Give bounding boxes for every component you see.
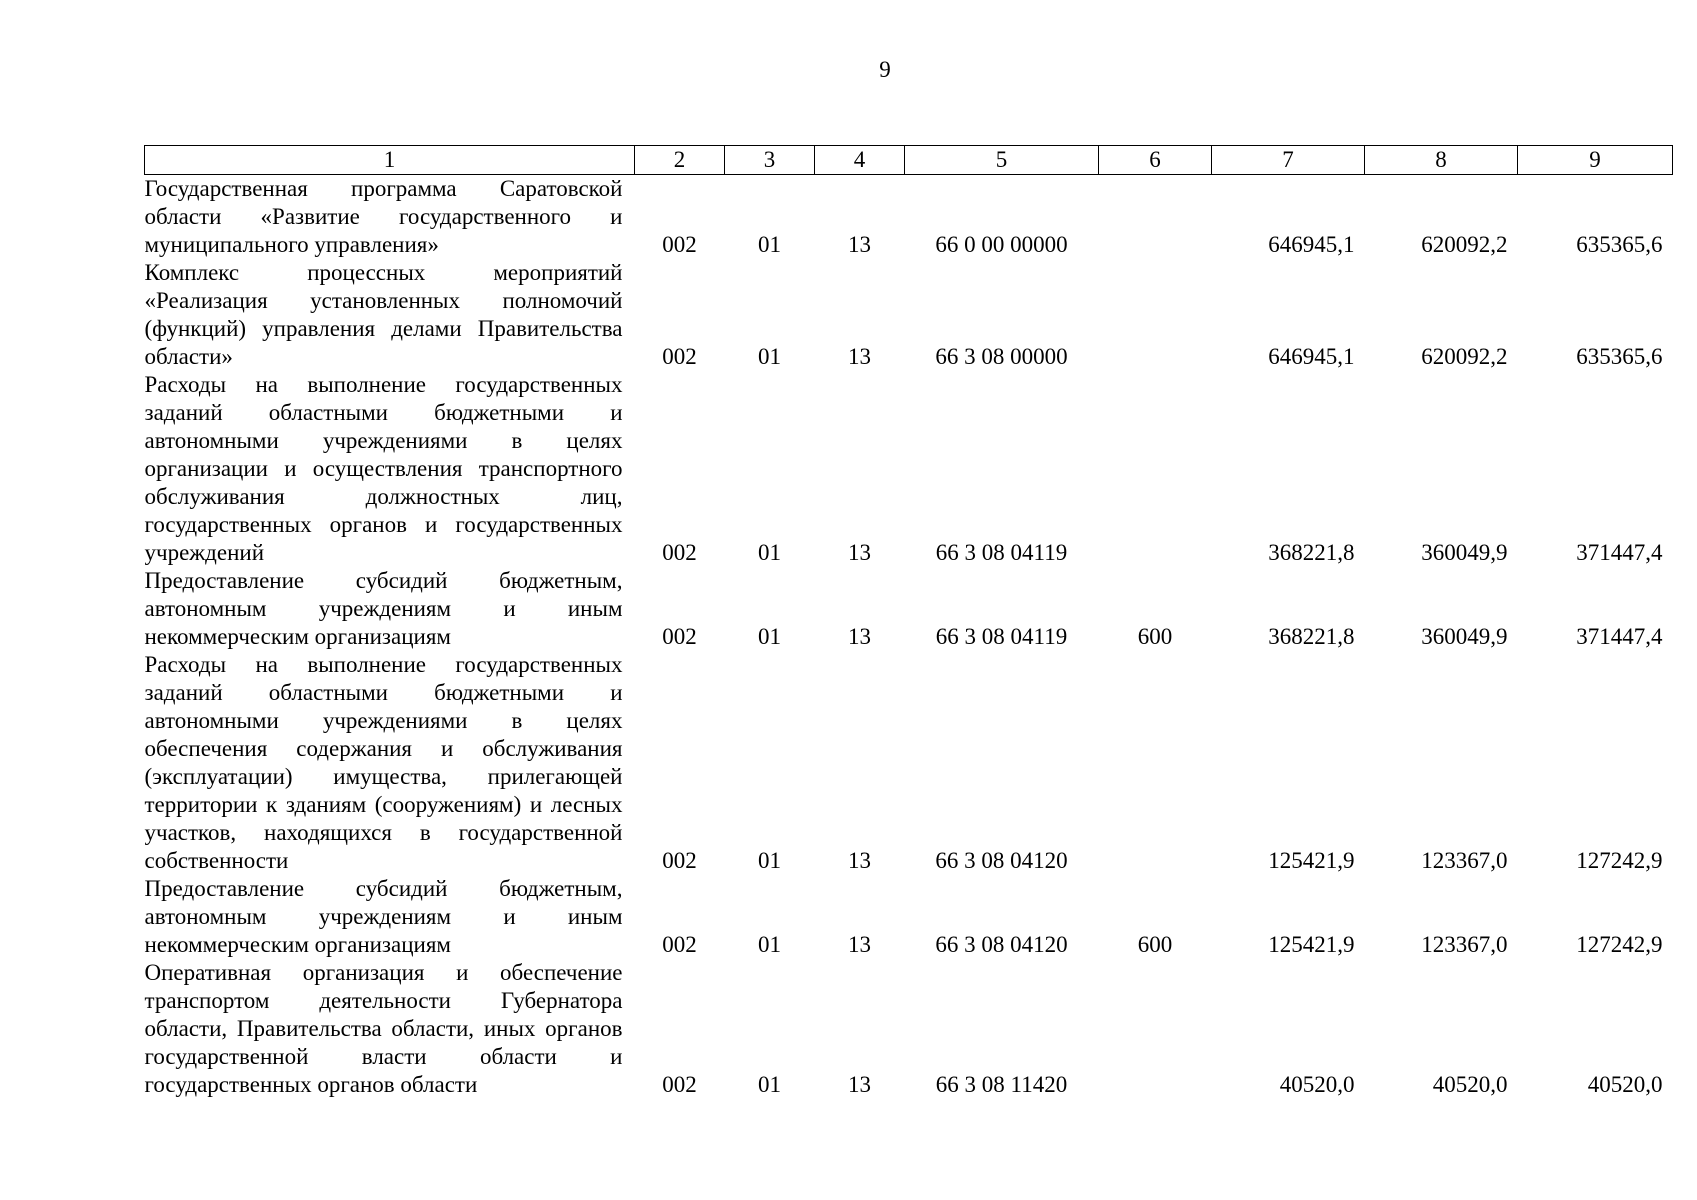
row-col-3: 01 bbox=[758, 540, 781, 565]
row-col-4: 13 bbox=[848, 848, 871, 873]
row-col-7: 125421,9 bbox=[1268, 848, 1355, 873]
header-col-2: 2 bbox=[635, 146, 725, 175]
table-row bbox=[145, 651, 1673, 875]
row-col-6: 600 bbox=[1137, 624, 1173, 649]
row-col-8: 123367,0 bbox=[1421, 848, 1508, 873]
row-col-7: 368221,8 bbox=[1268, 624, 1355, 649]
row-col-7: 368221,8 bbox=[1268, 540, 1355, 565]
row-col-5: 66 3 08 04120 bbox=[935, 932, 1068, 957]
table-body bbox=[145, 175, 1673, 1100]
row-col-6 bbox=[1099, 371, 1212, 567]
table-row bbox=[145, 875, 1673, 959]
header-row bbox=[145, 146, 1673, 175]
row-name: Государственная программа Саратовской области «Развитие государственного и муниципального управления» bbox=[144, 176, 623, 257]
row-col-2: 002 bbox=[662, 932, 697, 957]
row-col-4: 13 bbox=[848, 540, 871, 565]
row-col-5: 66 3 08 04119 bbox=[935, 624, 1068, 649]
table-row bbox=[145, 371, 1673, 567]
row-col-6 bbox=[1099, 959, 1212, 1099]
row-col-8: 620092,2 bbox=[1421, 232, 1508, 257]
table-row bbox=[145, 259, 1673, 371]
row-name: Расходы на выполнение государственных заданий областными бюджетными и автономными учреждениями в целях организации и осуществления транспортного обслуживания должностных лиц, государственных органов и государственных учреждений bbox=[144, 372, 623, 565]
row-col-6: 600 bbox=[1137, 932, 1173, 957]
row-col-2: 002 bbox=[662, 624, 697, 649]
row-col-3: 01 bbox=[758, 624, 781, 649]
row-col-2: 002 bbox=[662, 232, 697, 257]
header-col-1: 1 bbox=[145, 146, 635, 175]
row-col-6 bbox=[1099, 651, 1212, 875]
row-col-7: 646945,1 bbox=[1268, 232, 1355, 257]
row-col-5: 66 3 08 11420 bbox=[935, 1072, 1068, 1097]
row-col-3: 01 bbox=[758, 1072, 781, 1097]
row-col-9: 127242,9 bbox=[1576, 848, 1663, 873]
header-col-4: 4 bbox=[815, 146, 905, 175]
budget-table bbox=[144, 145, 1673, 1099]
row-col-4: 13 bbox=[848, 344, 871, 369]
row-name: Расходы на выполнение государственных заданий областными бюджетными и автономными учреждениями в целях обеспечения содержания и обслуживания (эксплуатации) имущества, прилегающей территории к зданиям (сооружениям) и лесных участков, находящихся в государственной собственности bbox=[144, 652, 623, 873]
row-col-5: 66 0 00 00000 bbox=[935, 232, 1068, 257]
row-name: Комплекс процессных мероприятий «Реализация установленных полномочий (функций) управления делами Правительства области» bbox=[144, 260, 623, 369]
table-row bbox=[145, 567, 1673, 651]
table-row bbox=[145, 959, 1673, 1099]
row-col-3: 01 bbox=[758, 232, 781, 257]
row-col-2: 002 bbox=[662, 1072, 697, 1097]
row-col-4: 13 bbox=[848, 624, 871, 649]
row-col-7: 646945,1 bbox=[1268, 344, 1355, 369]
header-col-7: 7 bbox=[1212, 146, 1365, 175]
row-col-6 bbox=[1099, 259, 1212, 371]
page-number: 9 bbox=[879, 57, 891, 82]
row-col-4: 13 bbox=[848, 232, 871, 257]
row-col-5: 66 3 08 04120 bbox=[935, 848, 1068, 873]
row-col-2: 002 bbox=[662, 540, 697, 565]
row-col-6 bbox=[1099, 175, 1212, 260]
row-col-8: 123367,0 bbox=[1421, 932, 1508, 957]
row-col-9: 40520,0 bbox=[1587, 1072, 1663, 1097]
header-col-8: 8 bbox=[1365, 146, 1518, 175]
table-header bbox=[145, 146, 1673, 175]
row-col-9: 371447,4 bbox=[1576, 540, 1663, 565]
row-col-3: 01 bbox=[758, 848, 781, 873]
table-row bbox=[145, 175, 1673, 260]
header-col-3: 3 bbox=[725, 146, 815, 175]
row-col-9: 635365,6 bbox=[1576, 344, 1663, 369]
row-col-8: 360049,9 bbox=[1421, 624, 1508, 649]
row-name: Предоставление субсидий бюджетным, автономным учреждениям и иным некоммерческим организациям bbox=[144, 568, 623, 649]
header-col-6: 6 bbox=[1099, 146, 1212, 175]
row-col-4: 13 bbox=[848, 1072, 871, 1097]
row-col-8: 360049,9 bbox=[1421, 540, 1508, 565]
row-col-7: 40520,0 bbox=[1279, 1072, 1355, 1097]
row-col-2: 002 bbox=[662, 848, 697, 873]
row-col-9: 635365,6 bbox=[1576, 232, 1663, 257]
row-col-3: 01 bbox=[758, 932, 781, 957]
row-col-9: 127242,9 bbox=[1576, 932, 1663, 957]
row-col-8: 40520,0 bbox=[1432, 1072, 1508, 1097]
row-col-2: 002 bbox=[662, 344, 697, 369]
row-col-9: 371447,4 bbox=[1576, 624, 1663, 649]
header-col-9: 9 bbox=[1518, 146, 1673, 175]
row-col-8: 620092,2 bbox=[1421, 344, 1508, 369]
row-col-7: 125421,9 bbox=[1268, 932, 1355, 957]
row-col-5: 66 3 08 00000 bbox=[935, 344, 1068, 369]
row-col-5: 66 3 08 04119 bbox=[935, 540, 1068, 565]
row-name: Оперативная организация и обеспечение транспортом деятельности Губернатора области, Правительства области, иных органов государственной власти области и государственных органов области bbox=[144, 960, 623, 1097]
row-col-3: 01 bbox=[758, 344, 781, 369]
row-col-4: 13 bbox=[848, 932, 871, 957]
header-col-5: 5 bbox=[905, 146, 1099, 175]
row-name: Предоставление субсидий бюджетным, автономным учреждениям и иным некоммерческим организациям bbox=[144, 876, 623, 957]
